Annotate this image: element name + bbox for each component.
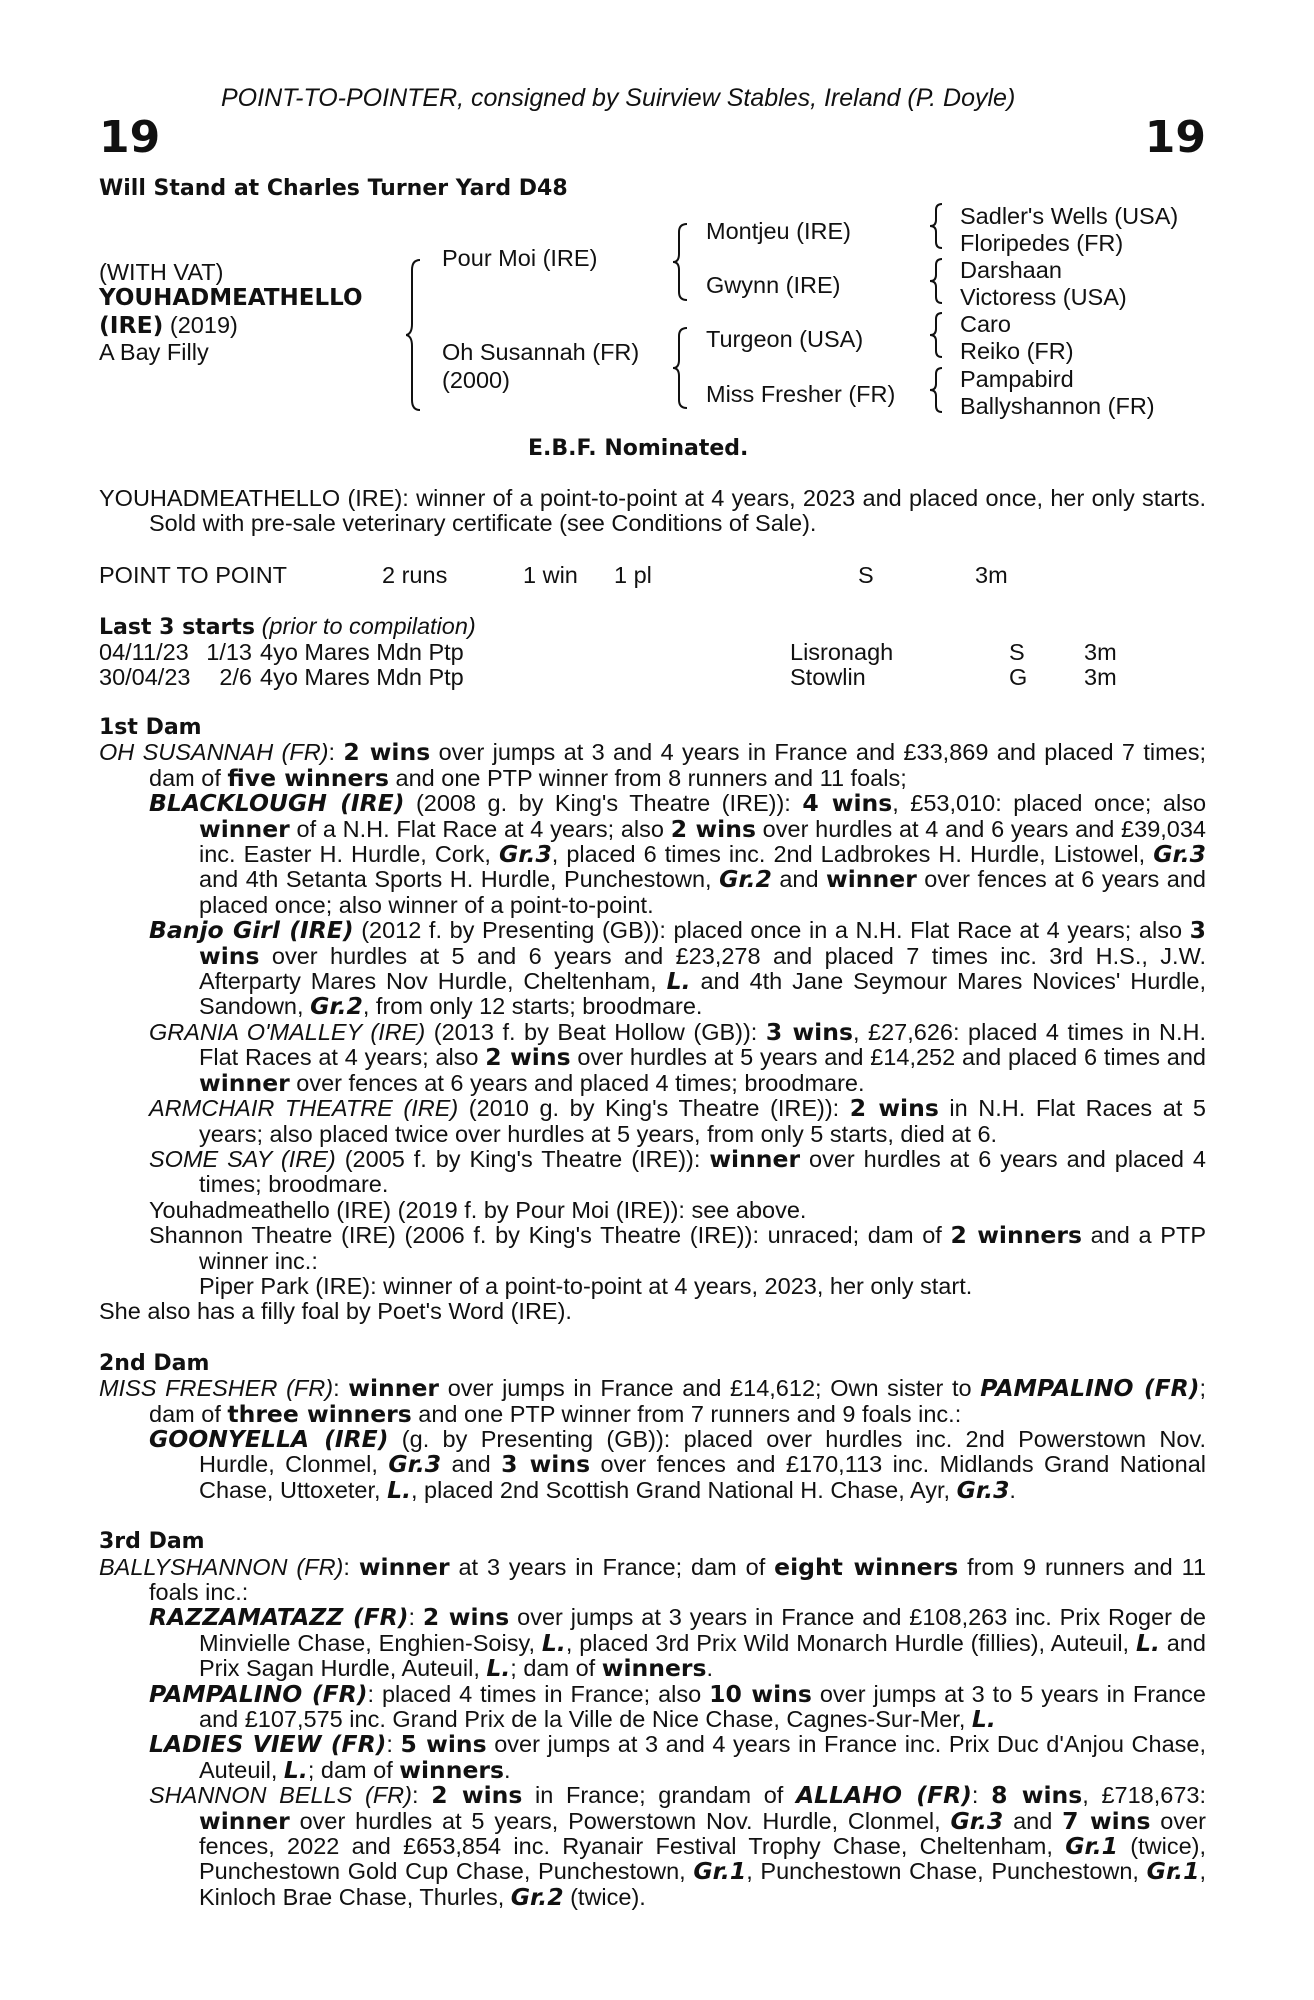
pedigree-sire: Pour Moi (IRE) xyxy=(442,245,598,271)
ptp-distance: 3m xyxy=(975,562,1008,588)
produce-blacklough: BLACKLOUGH (IRE) (2008 g. by King's Theatre (IRE)): 4 wins, £53,010: placed once; also winner of a N.H. Flat Race at 4 years; also 2 wins over hurdles at 4 and 6 years and £39,034 inc. Easter H. Hurdle, Cork, Gr.3, placed 6 times inc. 2nd Ladbrokes H. Hurdle, Listowel, Gr.3 and 4th Setanta Sports H. Hurdle, Punchestown, Gr.2 and winner over fences at 6 years and placed once; also winner of a point-to-point. xyxy=(149,789,1207,918)
third-dam-main: BALLYSHANNON (FR): winner at 3 years in France; dam of eight winners from 9 runners and 11 foals inc.: xyxy=(99,1552,1207,1605)
pedigree-dam-year: (2000) xyxy=(442,367,510,393)
race-race: 4yo Mares Mdn Ptp xyxy=(260,664,464,690)
race-dist: 3m xyxy=(1084,664,1117,690)
produce-shannon-theatre: Shannon Theatre (IRE) (2006 f. by King's Theatre (IRE)): unraced; dam of 2 winners and a PTP winner inc.: xyxy=(149,1221,1206,1274)
foal-note: She also has a filly foal by Poet's Word (IRE). xyxy=(99,1298,572,1325)
second-dam-heading: 2nd Dam xyxy=(99,1350,210,1376)
pedigree-dsd: Reiko (FR) xyxy=(960,338,1074,364)
pedigree-sire-sire: Montjeu (IRE) xyxy=(706,218,851,244)
race-course: Stowlin xyxy=(790,664,866,690)
pedigree-ssd: Floripedes (FR) xyxy=(960,230,1124,256)
race-pos: 2/6 xyxy=(219,664,252,690)
produce-razzamatazz: RAZZAMATAZZ (FR): 2 wins over jumps at 3 years in France and £108,263 inc. Prix Roger de Minvielle Chase, Enghien-Soisy, L., placed 3rd Prix Wild Monarch Hurdle (fillies), Auteuil, L. and Prix Sagan Hurdle, Auteuil, L.; dam of winners. xyxy=(149,1603,1206,1683)
second-dam-main: MISS FRESHER (FR): winner over jumps in France and £14,612; Own sister to PAMPALINO (FR); dam of three winners and one PTP winner from 7 runners and 9 foals inc.: xyxy=(99,1374,1206,1428)
horse-origin-year: (IRE) (2019) xyxy=(99,311,238,339)
pedigree-brace-dd xyxy=(930,366,948,414)
produce-some-say: SOME SAY (IRE) (2005 f. by King's Theatre (IRE)): winner over hurdles at 6 years and placed 4 times; broodmare. xyxy=(149,1144,1207,1198)
pedigree-dam: Oh Susannah (FR) xyxy=(442,339,640,365)
race-pos: 1/13 xyxy=(206,639,252,665)
first-dam-main: OH SUSANNAH (FR): 2 wins over jumps at 3 and 4 years in France and £33,869 and placed 7 times; dam of five winners and one PTP winner from 8 runners and 11 foals; xyxy=(99,738,1206,792)
pedigree-dam-sire: Turgeon (USA) xyxy=(706,326,864,352)
first-dam-section xyxy=(99,715,1206,1910)
produce-goonyella: GOONYELLA (IRE) (g. by Presenting (GB)): placed over hurdles inc. 2nd Powerstown Nov. Hurdle, Clonmel, Gr.3 and 3 wins over fences and £170,113 inc. Midlands Grand National Chase, Uttoxeter, L., placed 2nd Scottish Grand National H. Chase, Ayr, Gr.3. xyxy=(149,1424,1206,1504)
last-starts-table xyxy=(99,640,1124,690)
race-course: Lisronagh xyxy=(790,639,894,665)
produce-piper-park: Piper Park (IRE): winner of a point-to-point at 4 years, 2023, her only start. xyxy=(199,1272,973,1299)
horse-name: YOUHADMEATHELLO xyxy=(99,285,363,311)
ptp-label: POINT TO POINT xyxy=(99,562,288,588)
pedigree-ddd: Ballyshannon (FR) xyxy=(960,393,1155,419)
race-dist: 3m xyxy=(1084,639,1117,665)
race-row xyxy=(99,640,1124,665)
ptp-going: S xyxy=(858,562,874,588)
pedigree-dss: Caro xyxy=(960,311,1011,337)
pedigree-brace-gen1 xyxy=(406,258,426,412)
pedigree-sire-dam: Gwynn (IRE) xyxy=(706,272,841,298)
pedigree-dam-dam: Miss Fresher (FR) xyxy=(706,381,896,407)
produce-ladies-view: LADIES VIEW (FR): 5 wins over jumps at 3 and 4 years in France inc. Prix Duc d'Anjou Chase, Auteuil, L.; dam of winners. xyxy=(149,1730,1206,1784)
pedigree-brace-sd xyxy=(930,257,948,305)
race-going: S xyxy=(1009,639,1025,665)
race-going: G xyxy=(1009,664,1028,690)
produce-shannon-bells: SHANNON BELLS (FR): 2 wins in France; grandam of ALLAHO (FR): 8 wins, £718,673: winner over hurdles at 5 years, Powerstown Nov. Hurdle, Clonmel, Gr.3 and 7 wins over fences, 2022 and £653,854 inc. Ryanair Festival Trophy Chase, Cheltenham, Gr.1 (twice), Punchestown Gold Cup Chase, Punchestown, Gr.1, Punchestown Chase, Punchestown, Gr.1, Kinloch Brae Chase, Thurles, Gr.2 (twice). xyxy=(149,1781,1207,1911)
last-starts-heading: Last 3 starts (prior to compilation) xyxy=(99,613,476,640)
ptp-wins: 1 win xyxy=(523,562,578,588)
third-dam-heading: 3rd Dam xyxy=(99,1529,205,1555)
race-race: 4yo Mares Mdn Ptp xyxy=(260,639,464,665)
produce-grania: GRANIA O'MALLEY (IRE) (2013 f. by Beat Hollow (GB)): 3 wins, £27,626: placed 4 times in N.H. Flat Races at 4 years; also 2 wins over hurdles at 5 years and £14,252 and placed 6 times and winner over fences at 6 years and placed 4 times; broodmare. xyxy=(149,1017,1207,1097)
pedigree-brace-sire xyxy=(673,222,693,302)
pedigree-brace-ss xyxy=(930,202,948,250)
produce-banjo-girl: Banjo Girl (IRE) (2012 f. by Presenting (GB)): placed once in a N.H. Flat Race at 4 years; also 3 wins over hurdles at 5 and 6 years and £23,278 and placed 7 times inc. 3rd H.S., J.W. Afterparty Mares Nov Hurdle, Cheltenham, L. and 4th Jane Seymour Mares Novices' Hurdle, Sandown, Gr.2, from only 12 starts; broodmare. xyxy=(149,916,1207,1021)
ebf-nominated: E.B.F. Nominated. xyxy=(528,436,749,461)
produce-pampalino: PAMPALINO (FR): placed 4 times in France; also 10 wins over jumps at 3 to 5 years in France and £107,575 inc. Grand Prix de la Ville de Nice Chase, Cagnes-Sur-Mer, L. xyxy=(149,1679,1206,1734)
produce-armchair: ARMCHAIR THEATRE (IRE) (2010 g. by King's Theatre (IRE)): 2 wins in N.H. Flat Races at 5 years; also placed twice over hurdles at 5 years, from only 5 starts, died at 6. xyxy=(149,1094,1206,1147)
horse-description: A Bay Filly xyxy=(99,339,209,365)
pedigree-brace-dam xyxy=(673,326,693,410)
ptp-runs: 2 runs xyxy=(382,562,448,588)
race-date: 30/04/23 xyxy=(99,664,191,690)
produce-youhad: Youhadmeathello (IRE) (2019 f. by Pour Moi (IRE)): see above. xyxy=(149,1196,807,1223)
ptp-placed: 1 pl xyxy=(614,562,652,588)
pedigree-sds: Darshaan xyxy=(960,257,1062,283)
lot-number-left: 19 xyxy=(99,112,161,163)
stabling-location: Will Stand at Charles Turner Yard D48 xyxy=(99,176,568,201)
race-date: 04/11/23 xyxy=(99,639,189,665)
lot-number-right: 19 xyxy=(1144,112,1206,163)
pedigree-brace-ds xyxy=(930,311,948,359)
horse-summary: YOUHADMEATHELLO (IRE): winner of a point-to-point at 4 years, 2023 and placed once, her only starts. Sold with pre-sale veterinary certificate (see Conditions of Sale). xyxy=(99,485,1206,537)
vat-note: (WITH VAT) xyxy=(99,259,224,285)
consignment-line: POINT-TO-POINTER, consigned by Suirview Stables, Ireland (P. Doyle) xyxy=(221,84,1016,112)
race-row xyxy=(99,665,1124,690)
pedigree-sdd: Victoress (USA) xyxy=(960,284,1127,310)
pedigree-dds: Pampabird xyxy=(960,366,1074,392)
pedigree-sss: Sadler's Wells (USA) xyxy=(960,203,1179,229)
first-dam-heading: 1st Dam xyxy=(99,715,202,740)
